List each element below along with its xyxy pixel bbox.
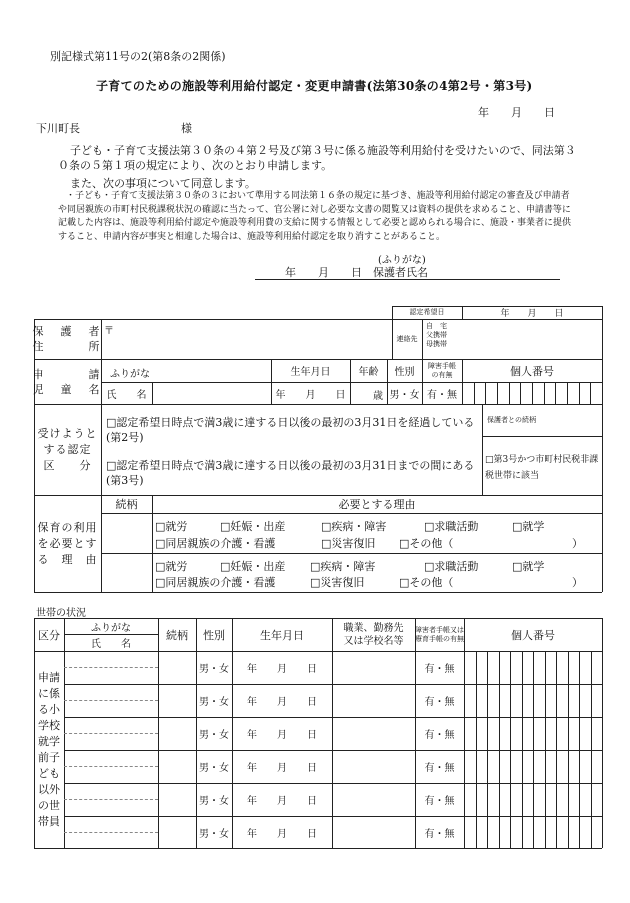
reason-sonota-close-2: ） [572,576,583,589]
reason-shugaku-2[interactable]: □就学 [512,560,545,573]
form-number: 別記様式第11号の2(第8条の2関係) [50,50,226,63]
child-furigana-input[interactable] [155,362,267,380]
hh-shimei-label: 氏 名 [91,639,131,650]
shinsei-jido-label: 申 請 児 童 名 [32,367,103,396]
contact-types: 自 宅 父携帯 母携帯 [426,322,447,348]
addressee: 下川町長 [36,122,80,135]
reason-kyushoku-2[interactable]: □求職活動 [424,560,479,573]
hh-furigana-label: ふりがな [91,622,131,634]
option-3go[interactable]: □認定希望日時点で満3歳に達する日以後の最初の3月31日までの間にある(第3号) [106,459,475,487]
hoiku-riyu-label: 保育の利用 を必要とす る 理 由 [37,520,98,566]
reason-saigai-2[interactable]: □災害復旧 [310,576,365,589]
hh-row-techo[interactable]: 有・無 [424,697,455,708]
hh-side-label: 申請 に係 る小 学校 就学 前子 ども 以外 の世 帯員 [38,670,60,828]
reason-ninshin-2[interactable]: □妊娠・出産 [220,560,286,573]
hh-seinengappi-label: 生年月日 [260,628,304,642]
reason-sonota-2[interactable]: □その他（ [399,576,454,589]
hh-row-birthdate[interactable]: 年 月 日 [247,730,317,741]
document-title: 子育てのための施設等利用給付認定・変更申請書(法第30条の4第2号・第3号) [96,79,533,93]
renrakusaki-label: 連絡先 [396,334,418,343]
seibetsu-label: 性別 [394,367,415,378]
hh-row-birthdate[interactable]: 年 月 日 [247,697,317,708]
hitsuyo-riyu-label: 必要とする理由 [338,498,416,511]
nenrei-label: 年齢 [358,367,379,378]
hh-techo-label: 障害者手帳又は 療育手帳の有無 [415,625,464,643]
seinengappi-label: 生年月日 [290,367,331,378]
signature-furigana: (ふりがな) [378,255,426,266]
intro-paragraph-2: また、次の事項について同意します。 [70,177,256,190]
reason-ninshin-1[interactable]: □妊娠・出産 [220,520,286,533]
hh-seibetsu-label: 性別 [203,628,225,642]
hh-row-birthdate[interactable]: 年 月 日 [247,828,317,840]
reason-kyushoku-1[interactable]: □求職活動 [424,520,479,533]
addressee-suffix: 様 [181,122,192,135]
reason-sonota-1[interactable]: □その他（ [399,537,454,550]
date-line: 年 月 日 [478,106,555,119]
hh-shokugyo-label: 職業、勤務先 又は学校名等 [343,622,404,647]
hh-kojin-bango-label: 個人番号 [511,628,555,642]
reason-shuro-1[interactable]: □就労 [155,520,188,533]
signature-line: 年 月 日 保護者氏名 [285,266,428,279]
contact-input[interactable] [462,322,598,356]
hh-row-birthdate[interactable]: 年 月 日 [247,796,317,807]
reason-shugaku-1[interactable]: □就学 [512,520,545,533]
child-gender[interactable]: 男・女 [389,389,420,401]
reason-saigai-1[interactable]: □災害復旧 [321,537,376,550]
intro-paragraph-1: 子ども・子育て支援法第３０条の４第２号及び第３号に係る施設等利用給付を受けたいので、同法第３０条の５第１項の規定により、次のとおり申請します。 [58,144,576,172]
reason-kaigo-1[interactable]: □同居親族の介護・看護 [155,537,276,550]
hh-row-birthdate[interactable]: 年 月 日 [247,763,317,774]
hogosha-juusho-label: 保 護 者 住 所 [32,325,103,353]
relation-label: 保護者との続柄 [487,416,536,424]
reason-shippei-2[interactable]: □疾病・障害 [310,560,376,573]
hh-kubun-label: 区分 [38,628,60,642]
child-name-input[interactable] [155,385,267,402]
child-age[interactable]: 歳 [373,391,383,402]
hh-row-gender[interactable]: 男・女 [199,730,229,741]
hh-row-techo[interactable]: 有・無 [424,730,455,741]
hh-row-birthdate[interactable]: 年 月 日 [247,664,317,675]
hh-row-techo[interactable]: 有・無 [424,828,455,840]
ukeyou-label: 受けようと する認定 区 分 [37,426,98,472]
household-section-title: 世帯の状況 [36,608,86,619]
signature-underline [255,279,560,280]
shogai-techo-label: 障害手帳 の有無 [428,361,456,379]
hh-row-gender[interactable]: 男・女 [199,763,229,774]
postal-mark: 〒 [104,326,114,337]
hh-row-gender[interactable]: 男・女 [199,828,229,840]
hh-row-gender[interactable]: 男・女 [199,697,229,708]
hh-zokugara-label: 続柄 [166,628,188,642]
reason-shippei-1[interactable]: □疾病・障害 [321,520,387,533]
reason-shuro-2[interactable]: □就労 [155,560,188,573]
nintei-kibou-date[interactable]: 年 月 日 [500,309,564,319]
hh-row-techo[interactable]: 有・無 [424,664,455,675]
option-3go-hikazei[interactable]: □第3号かつ市町村民税非課税世帯に該当 [485,455,599,481]
child-birthdate[interactable]: 年 月 日 [275,389,346,401]
hh-row-techo[interactable]: 有・無 [424,763,455,774]
nintei-kibou-label: 認定希望日 [409,308,445,316]
hh-row-gender[interactable]: 男・女 [199,796,229,807]
hh-row-gender[interactable]: 男・女 [199,664,229,675]
reason-kaigo-2[interactable]: □同居親族の介護・看護 [155,576,276,589]
zokugara-label: 続柄 [115,498,138,511]
child-techo[interactable]: 有・無 [427,389,457,401]
shimei-label: 氏 名 [106,389,147,401]
reason-sonota-close-1: ） [572,537,583,550]
furigana-label: ふりがな [110,369,150,380]
hh-row-techo[interactable]: 有・無 [424,796,455,807]
option-2go[interactable]: □認定希望日時点で満3歳に達する日以後の最初の3月31日を経過している(第2号) [106,416,475,444]
consent-text: ・子ども・子育て支援法第３０条の３において準用する同法第１６条の規定に基づき、施設等利用給付認定の審査及び申請者や同居親族の市町村民税課税状況の確認に当たって、官公署に対し必要な文書の閲覧又は資料の提供を求めること、申請書等に記載した内容は、施設等利用給付認定や施設等利用費の支給に関する情報として必要と認められる場合に、施設・事業者に提供すること、申請内容が事実と相違した場合は、施設等利用給付認定を取り消すことがあること。 [58,191,572,242]
kojin-bango-label: 個人番号 [510,364,554,378]
address-input[interactable] [112,322,387,356]
